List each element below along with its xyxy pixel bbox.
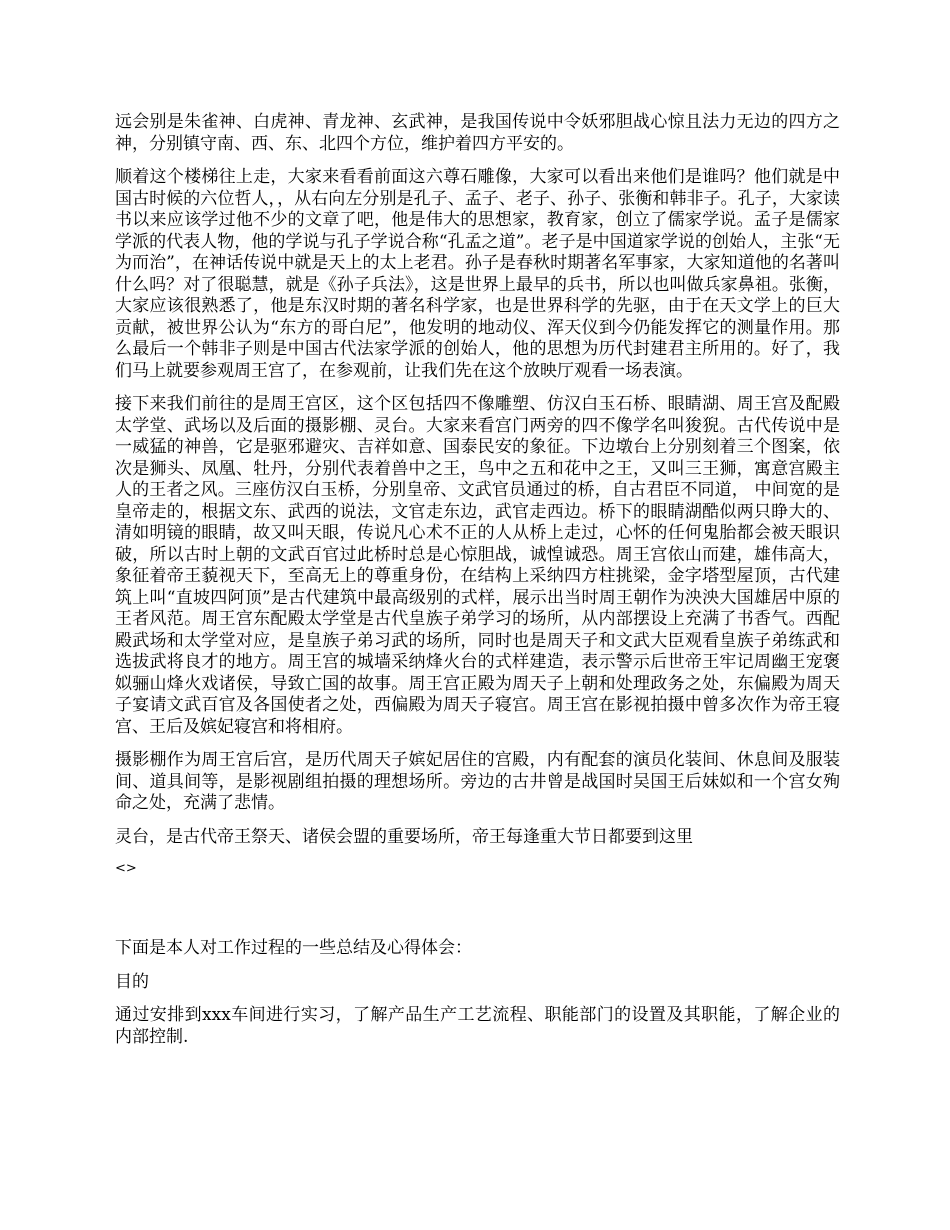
paragraph-studio: 摄影棚作为周王宫后宫，是历代周天子嫔妃居住的宫殿，内有配套的演员化装间、休息间及服装间、道具间等，是影视剧组拍摄的理想场所。旁边的古井曾是战国时吴国王后妹姒和一个宫女殉命之处，充满了悲情。 <box>115 750 840 813</box>
document-page <box>115 112 840 1060</box>
paragraph-purpose-body: 通过安排到xxx车间进行实习，了解产品生产工艺流程、职能部门的设置及其职能，了解企业的内部控制. <box>115 1005 840 1047</box>
paragraph-zhou-palace: 接下来我们前往的是周王宫区，这个区包括四不像雕塑、仿汉白玉石桥、眼睛湖、周王宫及配殿太学堂、武场以及后面的摄影棚、灵台。大家来看宫门两旁的四不像学名叫狻猊。古代传说中是一威猛的神兽，它是驱邪避灾、吉祥如意、国泰民安的象征。下边墩台上分别刻着三个图案，依次是狮头、凤凰、牡丹，分别代表着兽中之王，鸟中之五和花中之王，又叫三王狮，寓意宫殿主人的王者之风。三座仿汉白玉桥，分别皇帝、文武官员通过的桥，自古君臣不同道， 中间宽的是皇帝走的，根据文东、武西的说法，文官走东边，武官走西边。桥下的眼睛湖酷似两只睁大的、清如明镜的眼睛，故又叫天眼，传说凡心术不正的人从桥上走过，心怀的任何鬼胎都会被天眼识破，所以古时上朝的文武百官过此桥时总是心惊胆战，诚惶诚恐。周王宫依山而建，雄伟高大，象征着帝王藐视天下，至高无上的尊重身份，在结构上采纳四方柱挑梁，金字塔型屋顶，古代建筑上叫“直坡四阿顶”是古代建筑中最高级别的式样，展示出当时周王朝作为泱泱大国雄居中原的王者风范。周王宫东配殿太学堂是古代皇族子弟学习的场所，从内部摆设上充满了书香气。西配殿武场和太学堂对应，是皇族子弟习武的场所，同时也是周天子和文武大臣观看皇族子弟练武和选拔武将良才的地方。周王宫的城墙采纳烽火台的式样建造，表示警示后世帝王牢记周幽王宠褒姒骊山烽火戏诸侯，导致亡国的故事。周王宫正殿为周天子上朝和处理政务之处，东偏殿为周天子宴请文武百官及各国使者之处，西偏殿为周天子寝宫。周王宫在影视拍摄中曾多次作为帝王寝宫、王后及嫔妃寝宫和将相府。 <box>115 394 840 737</box>
paragraph-summary-intro: 下面是本人对工作过程的一些总结及心得体会： <box>115 938 472 958</box>
paragraph-lingtai: 灵台，是古代帝王祭天、诸侯会盟的重要场所，帝王每逢重大节日都要到这里 <box>115 826 693 847</box>
marker-text: <> <box>115 861 137 876</box>
paragraph-purpose-heading: 目的 <box>115 971 149 992</box>
paragraph-four-gods: 远会别是朱雀神、白虎神、青龙神、玄武神，是我国传说中令妖邪胆战心惊且法力无边的四方之神，分别镇守南、西、东、北四个方位，维护着四方平安的。 <box>115 112 840 154</box>
blank-gap <box>115 890 840 938</box>
paragraph-six-sages: 顺着这个楼梯往上走，大家来看看前面这六尊石雕像，大家可以看出来他们是谁吗？他们就是中国古时候的六位哲人，，从右向左分别是孔子、孟子、老子、孙子、张衡和韩非子。孔子，大家读书以来应该学过他不少的文章了吧，他是伟大的思想家，教育家，创立了儒家学说。孟子是儒家学派的代表人物，他的学说与孔子学说合称“孔孟之道”。老子是中国道家学说的创始人，主张“无为而治”，在神话传说中就是天上的太上老君。孙子是春秋时期著名军事家，大家知道他的名著叫什么吗？对了很聪慧，就是《孙子兵法》，这是世界上最早的兵书，所以也叫做兵家鼻祖。张衡，大家应该很熟悉了，他是东汉时期的著名科学家，也是世界科学的先驱，由于在天文学上的巨大贡献，被世界公认为“东方的哥白尼”，他发明的地动仪、浑天仪到今仍能发挥它的测量作用。那么最后一个韩非子则是中国古代法家学派的创始人，他的思想为历代封建君主所用的。好了，我们马上就要参观周王宫了，在参观前，让我们先在这个放映厅观看一场表演。 <box>115 167 840 381</box>
